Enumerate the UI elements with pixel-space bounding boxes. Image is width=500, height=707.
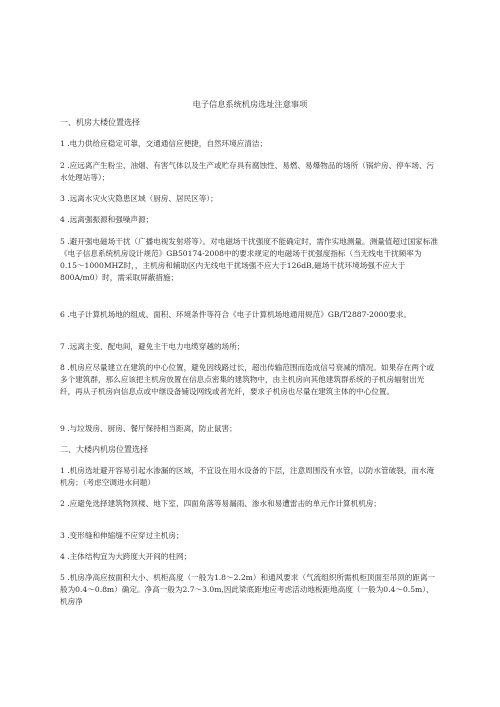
section-2-item-1: 1 .机房选址避开容易引起水渗漏的区域，不宜设在用水设备的下层，注意周围没有水管，以防水管破裂，而水淹机房；（考虑空调进水问题） (60, 466, 435, 487)
section-2-item-5: 5 .机房净高应按面积大小、机柜高度（一般为1.8～2.2m）和通风要求（气流组织所需机柜顶面至吊顶的距离一般为0.4～0.8m）确定。净高一般为2.7～3.0m,因此梁底距地应考虑活动地板距地高度（一般为0.4～0.5m）、机房净 (60, 573, 436, 606)
section-1-item-9: 9 .与垃圾房、厨房、餐厅保持相当距离，防止鼠害； (60, 424, 237, 433)
section-2-item-2: 2 .应避免选择建筑物顶楼、地下室、四面角落等易漏雨、渗水和易遭雷击的单元作计算机机房； (60, 499, 381, 508)
section-1-item-1: 1 .电力供给应稳定可靠，交通通信应便捷，自然环境应清洁； (60, 139, 268, 148)
section-1-item-5: 5 .避开强电磁场干扰（广播电视发射塔等）。对电磁场干扰强度不能确定时，需作实地测量。测量值超过国家标准《电子信息系统机房设计规范》GB50174-2008中的要求规定的电磁场干扰强度指标（当无线电干扰频率为0.15～1000MHZ时，，主机房和辅助区内无线电干扰场强不应大于126dB,磁场干扰环境场强不应大于800A/m0）时，需采取屏蔽措施； (60, 237, 438, 282)
section-2-item-4: 4 .主体结构宜为大跨度大开间的柱网； (60, 552, 192, 561)
document-title: 电子信息系统机房选址注意事项 (192, 99, 308, 109)
section-1-item-3: 3 .远离水灾火灾隐患区域（厨房、居民区等）； (60, 194, 218, 203)
section-1-heading: 一、机房大楼位置选择 (60, 118, 140, 127)
section-1-item-4: 4 .远离强振源和强噪声源； (60, 215, 154, 224)
section-1-item-6: 6 .电子计算机场地的组成、面积、环境条件等符合《电子计算机场地通用规范》GB/T2887-2000要求。 (60, 310, 412, 319)
section-1-item-8: 8 .机房应尽量建立在建筑的中心位置，避免因线路过长，超出传输范围而造成信号衰减的情况。如果存在两个或多个建筑群，那么应该把主机房放置在信息点密集的建筑物中，由主机房向其他建筑群系统的子机房辐射出光纤，再从子机房向信息点或中继设备铺设网线或者光纤，要求子机房也尽量在建筑主体的中心位置。 (60, 363, 435, 396)
section-2-item-3: 3 .变形缝和伸缩缝不应穿过主机房； (60, 531, 184, 540)
section-1-item-7: 7 .远离主变、配电间，避免主干电力电缆穿越的场所； (60, 342, 245, 351)
section-1-item-2: 2 .应远离产生粉尘、油烟、有害气体以及生产或贮存具有腐蚀性、易燃、易爆物品的场所（锅炉房、停车场、污水处理站等）； (60, 161, 435, 182)
section-2-heading: 二、大楼内机房位置选择 (60, 445, 148, 454)
